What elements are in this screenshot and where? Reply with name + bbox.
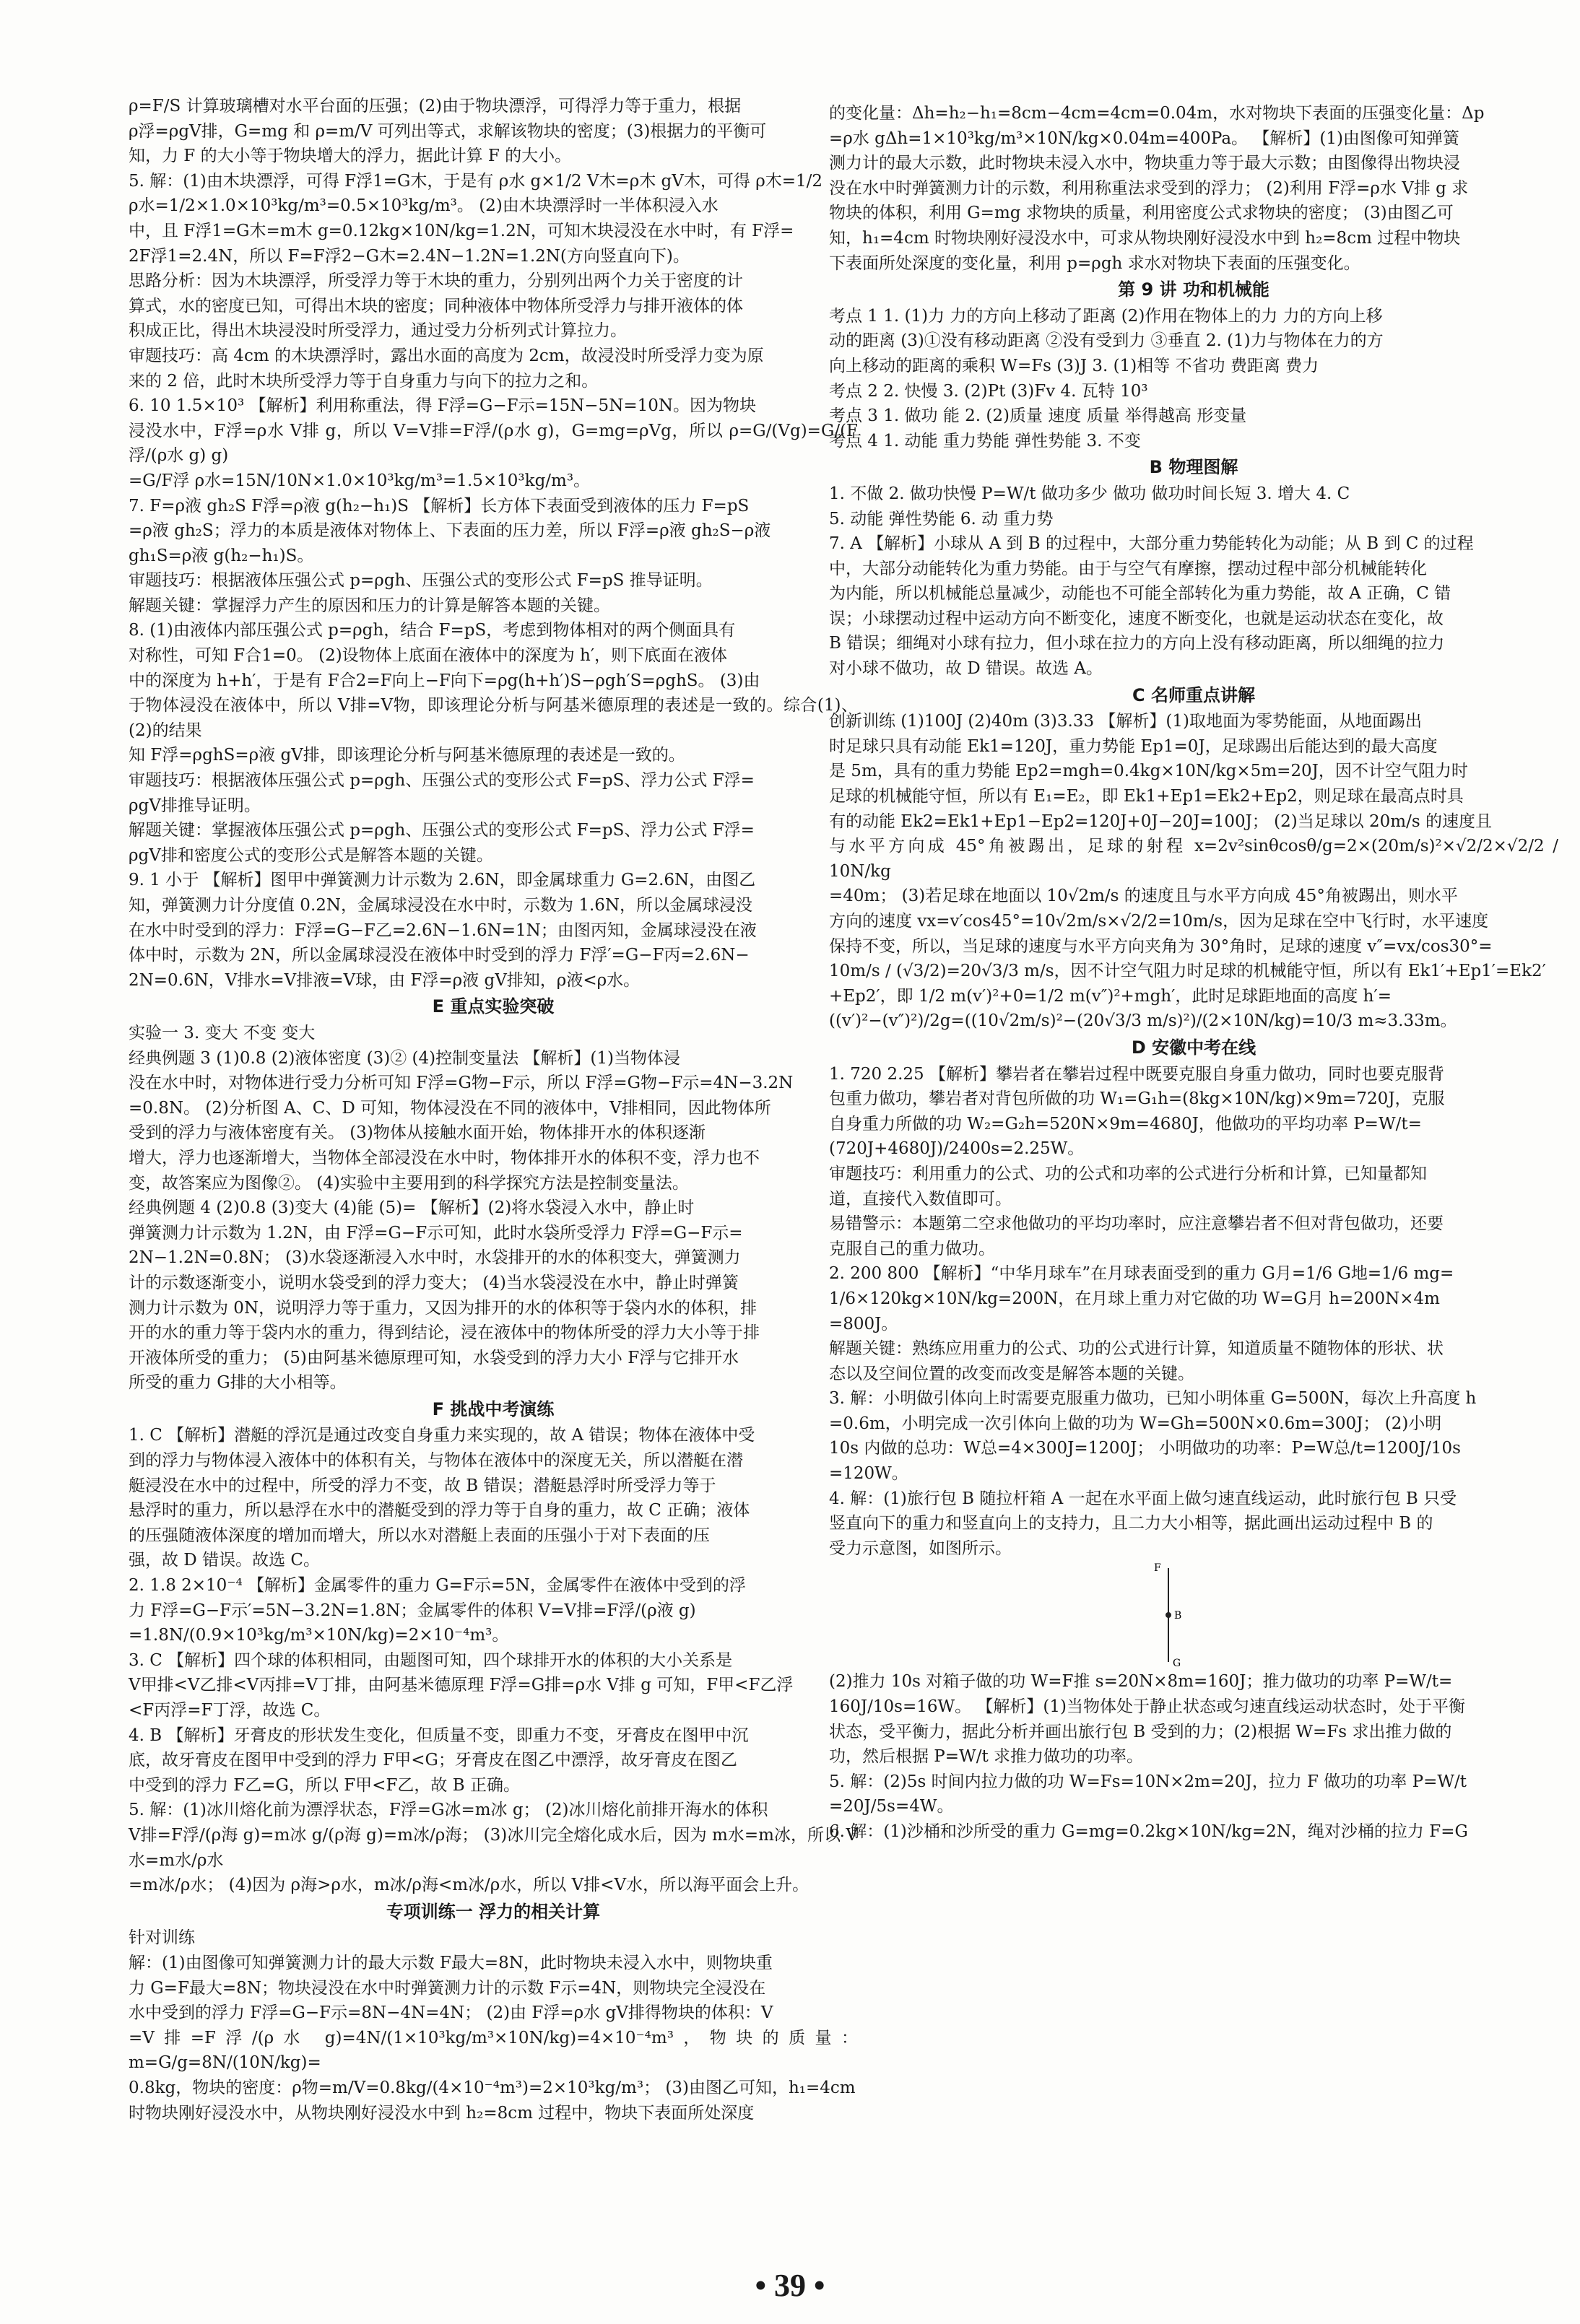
text-line: 受力示意图，如图所示。 — [829, 1539, 1012, 1558]
left-block-2 — [129, 1021, 858, 1396]
text-line: 足球的机械能守恒，所以有 E₁=E₂，即 Ek1+Ep1=Ek2+Ep2，则足球在最高点时具 — [829, 787, 1464, 806]
text-line: 中受到的浮力 F乙=G，所以 F甲<F乙，故 B 正确。 — [129, 1775, 520, 1795]
text-line: 的压强随液体深度的增加而增大，所以水对潜艇上表面的压强小于对下表面的压 — [129, 1526, 710, 1545]
text-line: 2F浮1=2.4N，所以 F=F浮2−G木=2.4N−1.2N=1.2N(方向竖直向下)。 — [129, 246, 690, 266]
text-line: 思路分析：因为木块漂浮，所受浮力等于木块的重力，分别列出两个力关于密度的计 — [129, 271, 743, 291]
text-line: 中，且 F浮1=G木=m木 g=0.12kg×10N/kg=1.2N，可知木块浸没在水中时，有 F浮= — [129, 221, 794, 240]
text-line: ρ水=1/2×1.0×10³kg/m³=0.5×10³kg/m³。 (2)由木块漂浮时一半体积浸入水 — [129, 196, 719, 216]
text-line: 强，故 D 错误。故选 C。 — [129, 1551, 320, 1570]
right-block-4 — [829, 709, 1558, 1034]
text-line: 审题技巧：根据液体压强公式 p=ρgh、压强公式的变形公式 F=pS 推导证明。 — [129, 571, 713, 591]
text-line: 经典例题 4 (2)0.8 (3)变大 (4)能 (5)= 【解析】(2)将水袋浸入水中，静止时 — [129, 1198, 695, 1218]
right-block-1 — [829, 101, 1558, 276]
text-line: =0.6m，小明完成一次引体向上做的功为 W=Gh=500N×0.6m=300J； (2)小明 — [829, 1414, 1442, 1433]
force-point — [1166, 1612, 1171, 1618]
text-line: 2. 1.8 2×10⁻⁴ 【解析】金属零件的重力 G=F示=5N，金属零件在液体中受到的浮 — [129, 1576, 746, 1596]
text-line: 有的动能 Ek2=Ek1+Ep1−Ep2=120J+0J−20J=100J； (2)当足球以 20m/s 的速度且 — [829, 811, 1492, 831]
text-line: 3. 解：小明做引体向上时需要克服重力做功，已知小明体重 G=500N，每次上升高度 h — [829, 1389, 1477, 1409]
left-block-3 — [129, 1423, 858, 1897]
text-line: 所受的重力 G排的大小相等。 — [129, 1373, 347, 1393]
text-line: 自身重力所做的功 W₂=G₂h=520N×9m=4680J，他做功的平均功率 P=W/t= — [829, 1114, 1422, 1133]
text-line: 知，弹簧测力计分度值 0.2N，金属球浸没在水中时，示数为 1.6N，所以金属球浸没 — [129, 896, 753, 915]
section-c-title: C 名师重点讲解 — [1132, 684, 1255, 705]
text-line: ((v′)²−(v″)²)/2g=((10√2m/s)²−(20√3/3 m/s)²)/(2×10N/kg)=10/3 m≈3.33m。 — [829, 1011, 1457, 1031]
text-line: 2N−1.2N=0.8N； (3)水袋逐渐浸入水中时，水袋排开的水的体积变大，弹簧测力 — [129, 1248, 741, 1268]
text-line: ρgV排和密度公式的变形公式是解答本题的关键。 — [129, 845, 493, 865]
text-line: 4. B 【解析】牙膏皮的形状发生变化，但质量不变，即重力不变，牙膏皮在图甲中沉 — [129, 1725, 749, 1745]
text-line: 弹簧测力计示数为 1.2N，由 F浮=G−F示可知，此时水袋所受浮力 F浮=G−F示= — [129, 1223, 743, 1242]
text-line: 实验一 3. 变大 不变 变大 — [129, 1023, 316, 1043]
text-line: 经典例题 3 (1)0.8 (2)液体密度 (3)② (4)控制变量法 【解析】(1)当物体浸 — [129, 1048, 680, 1068]
text-line: 审题技巧：根据液体压强公式 p=ρgh、压强公式的变形公式 F=pS、浮力公式 F浮= — [129, 771, 755, 791]
text-line: 6. 10 1.5×10³ 【解析】利用称重法，得 F浮=G−F示=15N−5N=10N。因为物块 — [129, 396, 756, 416]
text-line: (720J+4680J)/2400s=2.25W。 — [829, 1139, 1085, 1159]
text-line: 5. 动能 弹性势能 6. 动 重力势 — [829, 509, 1054, 528]
text-line: 考点 4 1. 动能 重力势能 弹性势能 3. 不变 — [829, 431, 1141, 451]
text-line: 解题关键：掌握液体压强公式 p=ρgh、压强公式的变形公式 F=pS、浮力公式 F浮= — [129, 821, 755, 840]
section-special-title: 专项训练一 浮力的相关计算 — [386, 1901, 601, 1922]
text-line: 4. 解：(1)旅行包 B 随拉杆箱 A 一起在水平面上做匀速直线运动，此时旅行包 B 只受 — [829, 1489, 1457, 1508]
text-line: 物块的体积，利用 G=mg 求物块的质量，利用密度公式求物块的密度； (3)由图乙可 — [829, 204, 1454, 223]
text-line: 1/6×120kg×10N/kg=200N，在月球上重力对它做的功 W=G月 h=200N×4m — [829, 1289, 1440, 1308]
text-line: 1. 720 2.25 【解析】攀岩者在攀岩过程中既要克服自身重力做功，同时也要克服背 — [829, 1064, 1444, 1084]
text-line: 3. C 【解析】四个球的体积相同，由题图可知，四个球排开水的体积的大小关系是 — [129, 1650, 733, 1670]
text-line: 增大，浮力也逐渐增大，当物体全部浸没在水中时，物体排开水的体积不变，浮力也不 — [129, 1148, 760, 1167]
text-line: 8. (1)由液体内部压强公式 p=ρgh，结合 F=pS，考虑到物体相对的两个侧面具有 — [129, 621, 736, 640]
text-line: =G/F浮 ρ水=15N/10N×1.0×10³kg/m³=1.5×10³kg/m³。 — [129, 471, 591, 490]
text-line: 是 5m，具有的重力势能 Ep2=mgh=0.4kg×10N/kg×5m=20J，因不计空气阻力时 — [829, 762, 1468, 781]
text-line: 向上移动的距离的乘积 W=Fs (3)J 3. (1)相等 不省功 费距离 费力 — [829, 356, 1319, 375]
text-line: 没在水中时，对物体进行受力分析可知 F浮=G物−F示，所以 F浮=G物−F示=4N−3.2N — [129, 1074, 794, 1093]
text-line: 易错警示：本题第二空求他做功的平均功率时，应注意攀岩者不但对背包做功，还要 — [829, 1214, 1444, 1234]
text-line: 知 F浮=ρghS=ρ液 gV排，即该理论分析与阿基米德原理的表述是一致的。 — [129, 746, 685, 765]
text-line: 开液体所受的重力； (5)由阿基米德原理可知，水袋受到的浮力大小 F浮与它排开水 — [129, 1348, 739, 1367]
text-line: +Ep2′，即 1/2 m(v′)²+0=1/2 m(v″)²+mgh′，此时足球距地面的高度 h′= — [829, 986, 1392, 1006]
text-line: 受到的浮力与液体密度有关。 (3)物体从接触水面开始，物体排开水的体积逐渐 — [129, 1123, 706, 1143]
text-line: 克服自己的重力做功。 — [829, 1239, 995, 1258]
section-e-title: E 重点实验突破 — [432, 996, 555, 1017]
text-line: 为内能，所以机械能总量减少，动能也不可能全部转化为重力势能，故 A 正确，C 错 — [829, 584, 1451, 604]
text-line: 力 G=F最大=8N；物块浸没在水中时弹簧测力计的示数 F示=4N，则物块完全浸没在 — [129, 1978, 766, 1998]
text-line: =ρ水 gΔh=1×10³kg/m³×10N/kg×0.04m=400Pa。 【解析】(1)由图像可知弹簧 — [829, 129, 1459, 148]
text-line: 对称性，可知 F合1=0。 (2)设物体上底面在液体中的深度为 h′，则下底面在液体 — [129, 646, 728, 666]
force-label-f: F — [1154, 1562, 1161, 1575]
left-block-4 — [129, 1925, 858, 2125]
text-line: 中的深度为 h+h′，于是有 F合2=F向上−F向下=ρg(h+h′)S−ρgh′S=ρghS。 (3)由 — [129, 671, 760, 690]
text-line: 时物块刚好浸没水中，从物块刚好浸没水中到 h₂=8cm 过程中，物块下表面所处深度 — [129, 2103, 755, 2123]
page-number: • 39 • — [755, 2268, 825, 2303]
text-line: ρgV排推导证明。 — [129, 796, 261, 815]
text-line: 1. 不做 2. 做功快慢 P=W/t 做功多少 做功 做功时间长短 3. 增大 4. C — [829, 484, 1350, 503]
text-line: ρ浮=ρgV排，G=mg 和 ρ=m/V 可列出等式，求解该物块的密度；(3)根据力的平衡可 — [129, 121, 767, 141]
text-line: 6. 解：(1)沙桶和沙所受的重力 G=mg=0.2kg×10N/kg=2N，绳对沙桶的拉力 F=G — [829, 1822, 1468, 1841]
text-line: 浸没水中，F浮=ρ水 V排 g，所以 V=V排=F浮/(ρ水 g)，G=mg=ρVg，所以 ρ=G/(Vg)=G/(F浮/(ρ水 g) g) — [129, 421, 858, 466]
text-line: 于物体浸没在液体中，所以 V排=V物，即该理论分析与阿基米德原理的表述是一致的。综合(1)、(2)的结果 — [129, 696, 858, 740]
text-line: 态以及空间位置的改变而改变是解答本题的关键。 — [829, 1364, 1194, 1383]
text-line: =40m； (3)若足球在地面以 10√2m/s 的速度且与水平方向成 45°角被踢出，则水平 — [829, 887, 1458, 906]
section-f-title: F 挑战中考演练 — [432, 1398, 555, 1419]
right-block-2 — [829, 304, 1558, 454]
text-line: 没在水中时弹簧测力计的示数，利用称重法求受到的浮力； (2)利用 F浮=ρ水 V排 g 求 — [829, 178, 1469, 198]
text-line: =m冰/ρ水； (4)因为 ρ海>ρ水，m冰/ρ海<m冰/ρ水，所以 V排<V水，所以海平面会上升。 — [129, 1876, 809, 1895]
text-line: =V排=F浮/(ρ水 g)=4N/(1×10³kg/m³×10N/kg)=4×10⁻⁴m³，物块的质量：m=G/g=8N/(10N/kg)= — [129, 2028, 858, 2073]
force-label-b: B — [1174, 1610, 1182, 1622]
text-line: 积成正比，得出木块浸没时所受浮力，通过受力分析列式计算拉力。 — [129, 321, 627, 341]
section-d-title: D 安徽中考在线 — [1131, 1037, 1256, 1058]
text-line: 算式，水的密度已知，可得出木块的密度；同种液体中物体所受浮力与排开液体的体 — [129, 296, 743, 315]
text-line: 解题关键：掌握浮力产生的原因和压力的计算是解答本题的关键。 — [129, 596, 610, 615]
text-line: 7. F=ρ液 gh₂S F浮=ρ液 g(h₂−h₁)S 【解析】长方体下表面受到液体的压力 F=pS — [129, 496, 750, 515]
text-line: 知，力 F 的大小等于物块增大的浮力，据此计算 F 的大小。 — [129, 147, 572, 166]
section-b-title: B 物理图解 — [1149, 457, 1238, 478]
text-line: 开的水的重力等于袋内水的重力，得到结论，浸在液体中的物体所受的浮力大小等于排 — [129, 1323, 760, 1343]
text-line: 知，h₁=4cm 时物块刚好浸没水中，可求从物块刚好浸没水中到 h₂=8cm 过程中物块 — [829, 228, 1461, 248]
text-line: 审题技巧：利用重力的公式、功的公式和功率的公式进行分析和计算，已知量都知 — [829, 1164, 1427, 1183]
text-line: =ρ液 gh₂S；浮力的本质是液体对物体上、下表面的压力差，所以 F浮=ρ液 gh₂S−ρ液 — [129, 521, 771, 541]
text-line: 底，故牙膏皮在图甲中受到的浮力 F甲<G；牙膏皮在图乙中漂浮，故牙膏皮在图乙 — [129, 1751, 737, 1770]
text-line: 艇浸没在水中的过程中，所受的浮力不变，故 B 错误；潜艇悬浮时所受浮力等于 — [129, 1476, 716, 1495]
text-line: =0.8N。 (2)分析图 A、C、D 可知，物体浸没在不同的液体中，V排相同，因此物体所 — [129, 1098, 771, 1118]
text-line: =1.8N/(0.9×10³kg/m³×10N/kg)=2×10⁻⁴m³。 — [129, 1626, 509, 1645]
text-line: 的变化量：Δh=h₂−h₁=8cm−4cm=4cm=0.04m，水对物块下表面的压强变化量：Δp — [829, 104, 1485, 123]
text-line: 保持不变，所以，当足球的速度与水平方向夹角为 30°角时，足球的速度 v″=vx/cos30°= — [829, 936, 1493, 956]
right-column — [829, 101, 1558, 1845]
text-line: 在水中时受到的浮力：F浮=G−F乙=2.6N−1.6N=1N；由图丙知，金属球浸没在液 — [129, 921, 757, 940]
text-line: 解：(1)由图像可知弹簧测力计的最大示数 F最大=8N，此时物块未浸入水中，则物块重 — [129, 1953, 773, 1972]
text-line: 功，然后根据 P=W/t 求推力做功的功率。 — [829, 1747, 1144, 1767]
text-line: 解题关键：熟练应用重力的公式、功的公式进行计算，知道质量不随物体的形状、状 — [829, 1339, 1444, 1359]
text-line: 考点 1 1. (1)力 力的方向上移动了距离 (2)作用在物体上的力 力的方向上移 — [829, 306, 1383, 326]
text-line: 0.8kg，物块的密度：ρ物=m/V=0.8kg/(4×10⁻⁴m³)=2×10³kg/m³； (3)由图乙可知，h₁=4cm — [129, 2078, 856, 2097]
text-line: 10s 内做的总功：W总=4×300J=1200J； 小明做功的功率：P=W总/t=1200J/10s — [829, 1439, 1461, 1458]
text-line: 下表面所处深度的变化量，利用 p=ρgh 求水对物块下表面的压强变化。 — [829, 253, 1360, 273]
text-line: 竖直向下的重力和竖直向上的支持力，且二力大小相等，据此画出运动过程中 B 的 — [829, 1514, 1433, 1533]
text-line: =120W。 — [829, 1464, 908, 1484]
force-diagram — [1147, 1561, 1190, 1669]
text-line: 与水平方向成 45°角被踢出，足球的射程 x=2v²sinθcosθ/g=2×(20m/s)²×√2/2×√2/2 / 10N/kg — [829, 837, 1558, 881]
text-line: 7. A 【解析】小球从 A 到 B 的过程中，大部分重力势能转化为动能；从 B 到 C 的过程 — [829, 534, 1474, 554]
lecture-9-title: 第 9 讲 功和机械能 — [1118, 279, 1269, 300]
text-line: 5. 解：(2)5s 时间内拉力做的功 W=Fs=10N×2m=20J，拉力 F 做功的功率 P=W/t — [829, 1772, 1467, 1791]
force-diagram-space — [829, 1561, 1558, 1669]
text-line: 10m/s / (√3/2)=20√3/3 m/s，因不计空气阻力时足球的机械能守恒，所以有 Ek1′+Ep1′=Ek2′ — [829, 962, 1546, 981]
text-line: <F丙浮=F丁浮，故选 C。 — [129, 1701, 331, 1720]
text-line: 变，故答案应为图像②。 (4)实验中主要用到的科学探究方法是控制变量法。 — [129, 1173, 689, 1193]
text-line: =800J。 — [829, 1314, 898, 1333]
text-line: 包重力做功，攀岩者对背包所做的功 W₁=G₁h=(8kg×10N/kg)×9m=720J，克服 — [829, 1089, 1445, 1109]
text-line: 5. 解：(1)由木块漂浮，可得 F浮1=G木，于是有 ρ水 g×1/2 V木=ρ木 gV木，可得 ρ木=1/2 — [129, 171, 823, 191]
right-block-5 — [829, 1062, 1558, 1562]
text-line: 2N=0.6N，V排水=V排液=V球，由 F浮=ρ液 gV排知，ρ液<ρ水。 — [129, 970, 641, 990]
text-line: 测力计的最大示数，此时物块未浸入水中，物块重力等于最大示数；由图像得出物块浸 — [829, 154, 1460, 173]
text-line: 误；小球摆动过程中运动方向不断变化，速度不断变化，也就是运动状态在变化，故 — [829, 609, 1444, 628]
text-line: 审题技巧：高 4cm 的木块漂浮时，露出水面的高度为 2cm，故浸没时所受浮力变为原 — [129, 346, 764, 365]
text-line: 动的距离 (3)①没有移动距离 ②没有受到力 ③垂直 2. (1)力与物体在力的方 — [829, 331, 1384, 351]
text-line: 测力计示数为 0N，说明浮力等于重力，又因为排开的水的体积等于袋内水的体积，排 — [129, 1298, 758, 1318]
text-line: 创新训练 (1)100J (2)40m (3)3.33 【解析】(1)取地面为零势能面，从地面踢出 — [829, 712, 1422, 731]
text-line: 中，大部分动能转化为重力势能。由于与空气有摩擦，摆动过程中部分机械能转化 — [829, 559, 1427, 578]
text-line: 考点 3 1. 做功 能 2. (2)质量 速度 质量 举得越高 形变量 — [829, 406, 1247, 426]
text-line: 力 F浮=G−F示′=5N−3.2N=1.8N；金属零件的体积 V=V排=F浮/(ρ液 g) — [129, 1601, 696, 1620]
text-line: 9. 1 小于 【解析】图甲中弹簧测力计示数为 2.6N，即金属球重力 G=2.6N，由图乙 — [129, 871, 756, 890]
text-line: 1. C 【解析】潜艇的浮沉是通过改变自身重力来实现的，故 A 错误；物体在液体中受 — [129, 1426, 755, 1445]
text-line: 状态，受平衡力，据此分析并画出旅行包 B 受到的力；(2)根据 W=Fs 求出推力做的 — [829, 1722, 1452, 1741]
force-label-g: G — [1173, 1658, 1181, 1670]
text-line: 来的 2 倍，此时木块所受浮力等于自身重力与向下的拉力之和。 — [129, 371, 599, 391]
text-line: (2)推力 10s 对箱子做的功 W=F推 s=20N×8m=160J；推力做功的功率 P=W/t= — [829, 1672, 1453, 1692]
text-line: gh₁S=ρ液 g(h₂−h₁)S。 — [129, 546, 314, 565]
right-block-6 — [829, 1669, 1558, 1844]
text-line: 到的浮力与物体浸入液体中的体积有关，与物体在液体中的深度无关，所以潜艇在潜 — [129, 1451, 743, 1471]
text-line: 道，直接代入数值即可。 — [829, 1189, 1012, 1209]
text-line: 考点 2 2. 快慢 3. (2)Pt (3)Fv 4. 瓦特 10³ — [829, 381, 1148, 401]
text-line: 对小球不做功，故 D 错误。故选 A。 — [829, 659, 1103, 679]
right-block-3 — [829, 482, 1558, 682]
text-line: 悬浮时的重力，所以悬浮在水中的潜艇受到的浮力等于自身的重力，故 C 正确；液体 — [129, 1501, 750, 1520]
text-line: ρ=F/S 计算玻璃槽对水平台面的压强；(2)由于物块漂浮，可得浮力等于重力，根据 — [129, 97, 742, 116]
text-line: 针对训练 — [129, 1928, 195, 1948]
left-column — [129, 94, 858, 2125]
text-line: 方向的速度 vx=v′cos45°=10√2m/s×√2/2=10m/s，因为足球在空中飞行时，水平速度 — [829, 912, 1489, 931]
text-line: 时足球只具有动能 Ek1=120J，重力势能 Ep1=0J，足球踢出后能达到的最大高度 — [829, 736, 1438, 756]
text-line: B 错误；细绳对小球有拉力，但小球在拉力的方向上没有移动距离，所以细绳的拉力 — [829, 634, 1445, 653]
text-line: V排=F浮/(ρ海 g)=m冰 g/(ρ海 g)=m冰/ρ海； (3)冰川完全熔化成水后，因为 m水=m冰，所以 V水=m水/ρ水 — [129, 1825, 858, 1870]
text-line: 水中受到的浮力 F浮=G−F示=8N−4N=4N； (2)由 F浮=ρ水 gV排得物块的体积：V — [129, 2003, 773, 2023]
text-line: 体中时，示数为 2N，所以金属球浸没在液体中时受到的浮力 F浮′=G−F丙=2.6N− — [129, 946, 750, 965]
text-line: =20J/5s=4W。 — [829, 1797, 954, 1816]
text-line: V甲排<V乙排<V丙排=V丁排，由阿基米德原理 F浮=G排=ρ水 V排 g 可知，F甲<F乙浮 — [129, 1676, 794, 1695]
text-line: 5. 解：(1)冰川熔化前为漂浮状态，F浮=G冰=m冰 g； (2)冰川熔化前排开海水的体积 — [129, 1801, 768, 1820]
left-block-1 — [129, 94, 858, 993]
text-line: 2. 200 800 【解析】“中华月球车”在月球表面受到的重力 G月=1/6 G地=1/6 mg= — [829, 1264, 1454, 1284]
text-line: 160J/10s=16W。 【解析】(1)当物体处于静止状态或匀速直线运动状态时，处于平衡 — [829, 1697, 1466, 1717]
text-line: 计的示数逐渐变小，说明水袋受到的浮力变大； (4)当水袋浸没在水中，静止时弹簧 — [129, 1273, 739, 1292]
